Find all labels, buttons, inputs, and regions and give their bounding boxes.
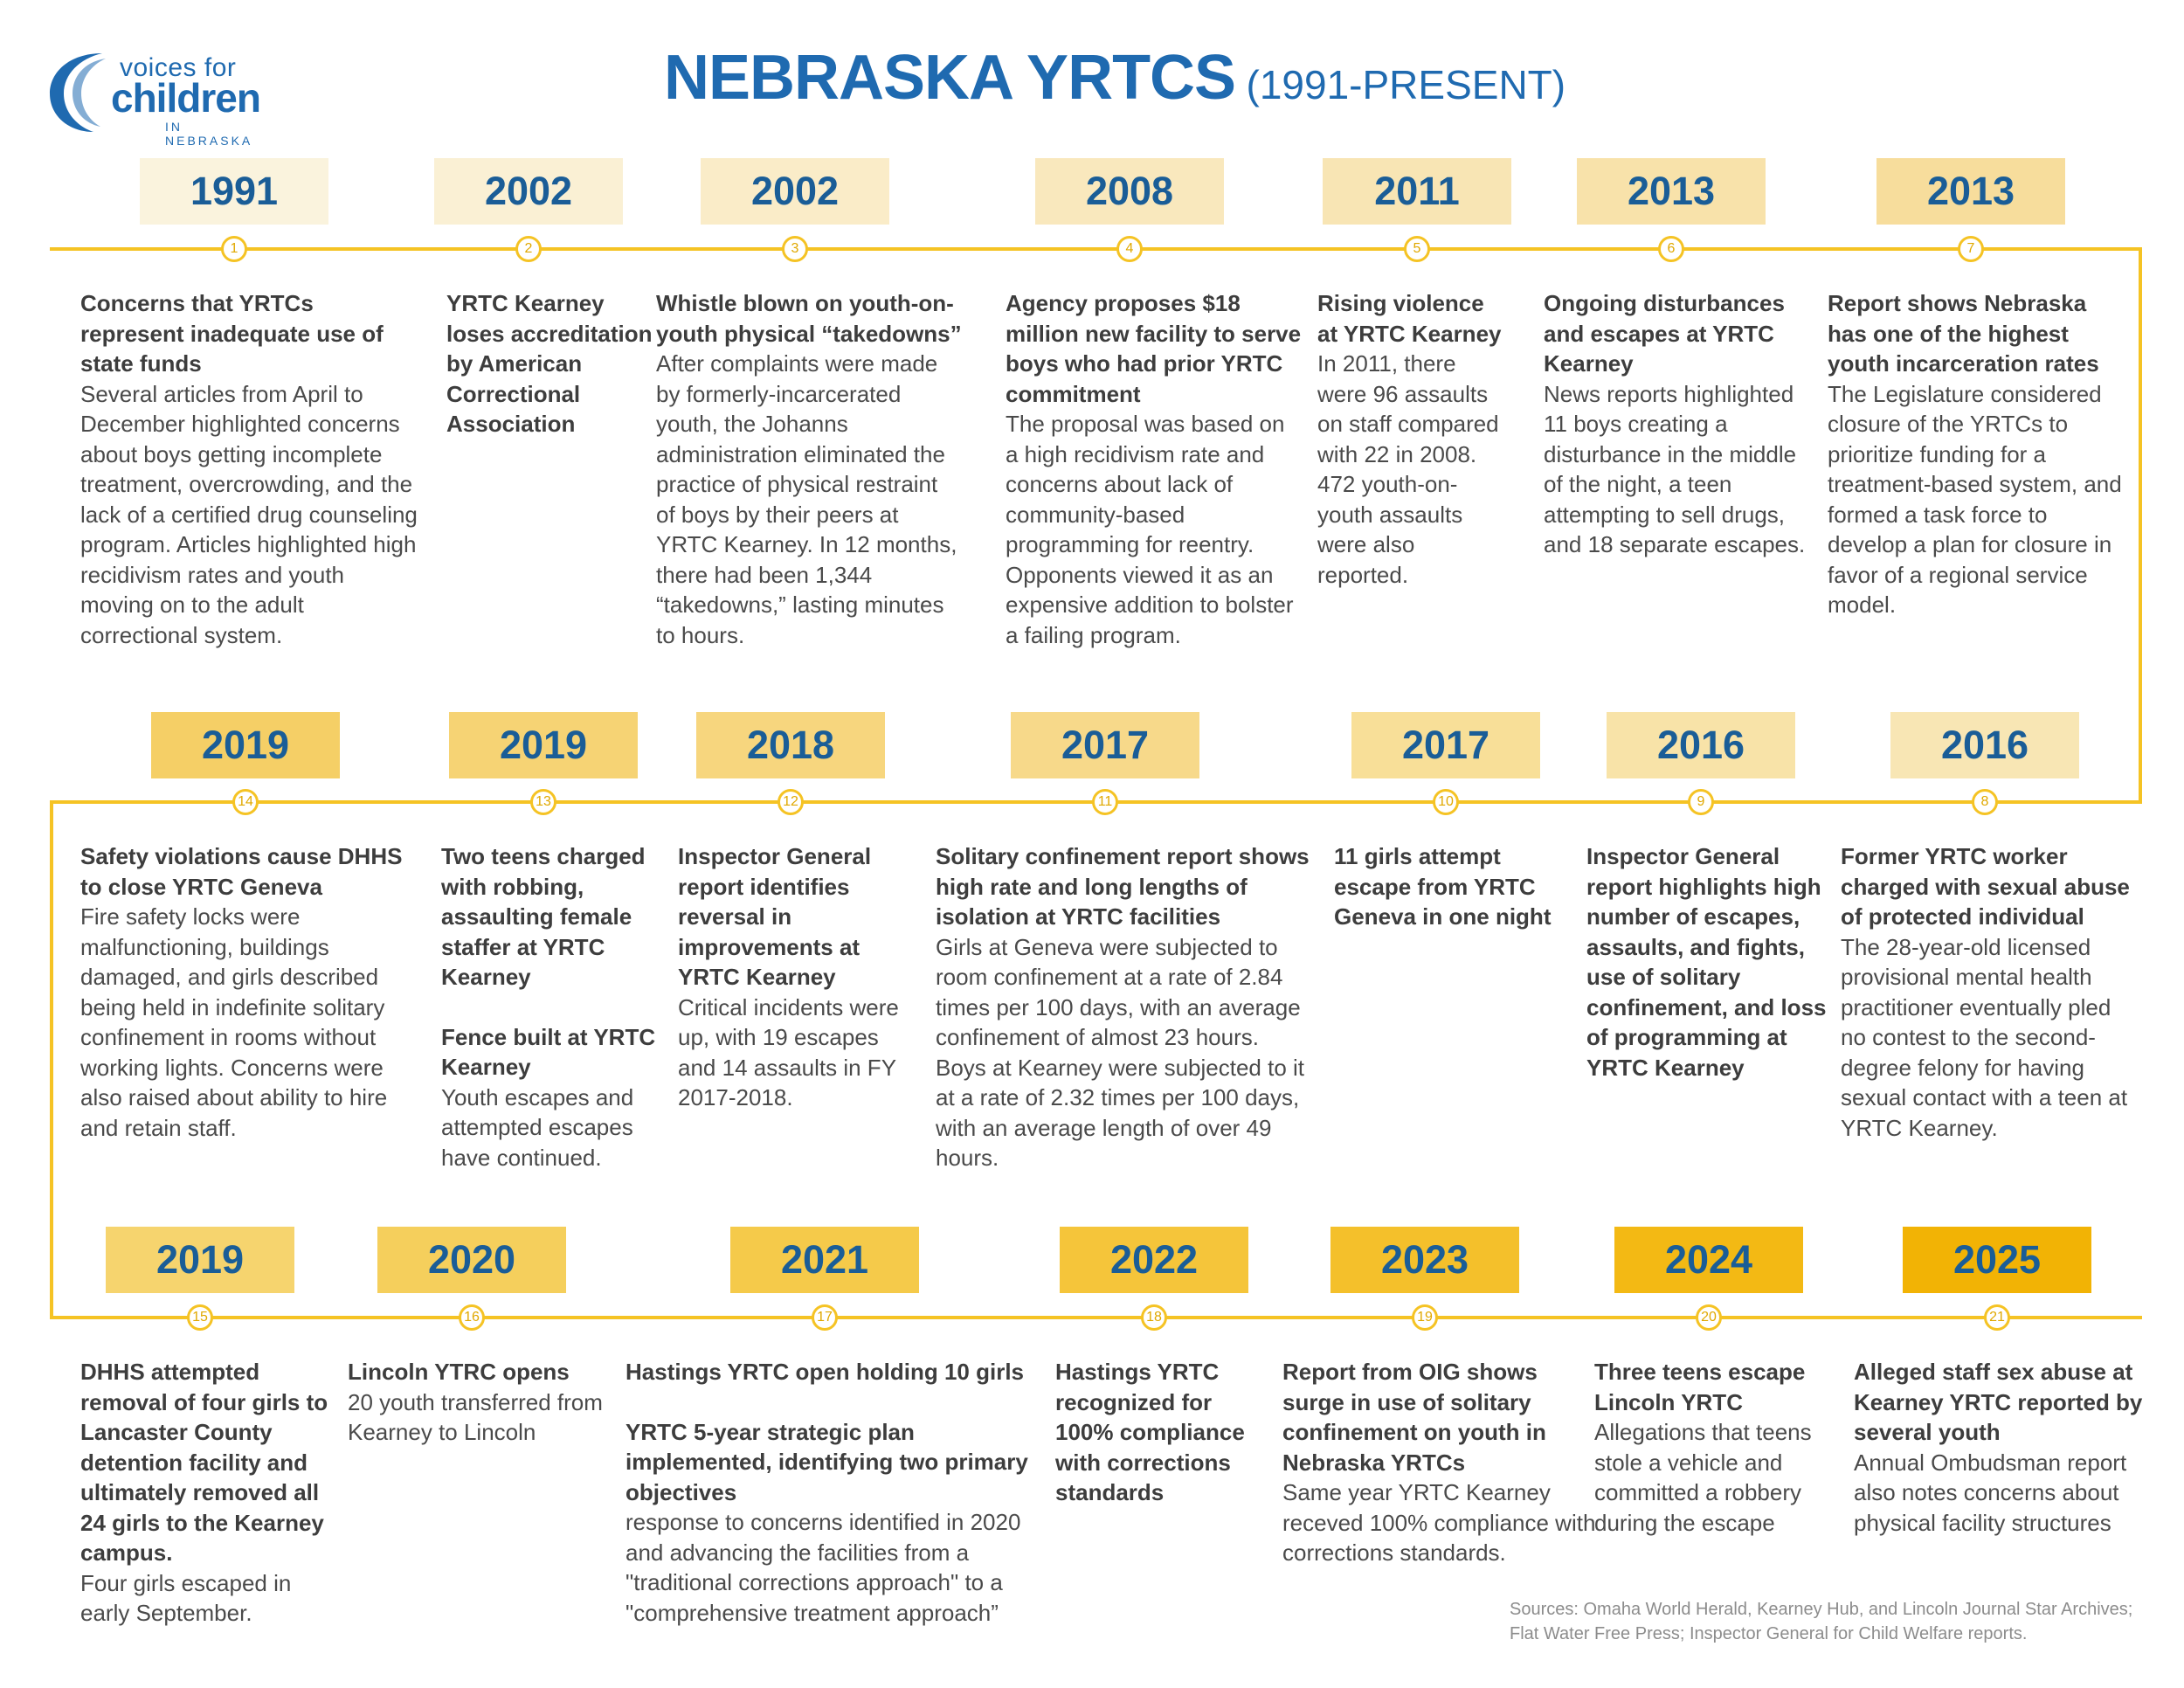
timeline-node: 10 [1433, 789, 1459, 815]
entry-heading: Two teens charged with robbing, assaulting female staffer at YRTC Kearney [441, 843, 646, 990]
entry-heading: Hastings YRTC recognized for 100% compliance with corrections standards [1055, 1359, 1245, 1505]
timeline-entry [446, 288, 656, 439]
entry-body: After complaints were made by formerly-incarcerated youth, the Johanns administration eliminated the practice of physical restraint of boys by their peers at YRTC Kearney. In 12 months, there had been 1,344 “takedowns,” lasting minutes to hours. [656, 350, 957, 648]
page-title [664, 42, 1565, 114]
timeline-entry [1594, 1357, 1848, 1538]
timeline-entry [441, 841, 660, 1173]
timeline-entry [1854, 1357, 2151, 1538]
entry-body: The proposal was based on a high recidivism rate and concerns about lack of community-based programming for reentry. Opponents viewed it as an expensive addition to bolster a failing program. [1006, 411, 1294, 648]
timeline-entry [80, 1357, 334, 1629]
entry-heading: Alleged staff sex abuse at Kearney YRTC reported by several youth [1854, 1359, 2143, 1445]
year-label: 2023 [1330, 1227, 1519, 1293]
year-label: 2013 [1577, 158, 1766, 225]
timeline-node: 2 [515, 236, 542, 262]
timeline-entry [1282, 1357, 1597, 1568]
timeline-node: 17 [812, 1304, 838, 1331]
entry-body-secondary: response to concerns identified in 2020 and advancing the facilities from a "traditional corrections approach" to a "comprehensive treatment approach” [625, 1509, 1021, 1626]
timeline-entry [678, 841, 905, 1113]
timeline-node: 1 [221, 236, 247, 262]
logo [48, 48, 260, 148]
timeline-entry [80, 288, 421, 650]
year-label: 2011 [1323, 158, 1511, 225]
entry-body: The Legislature considered closure of the YRTCs to prioritize funding for a treatment-based system, and formed a task force to develop a plan for closure in favor of a regional service model. [1828, 380, 2122, 618]
entry-heading: 11 girls attempt escape from YRTC Geneva in one night [1334, 843, 1552, 930]
entry-heading: DHHS attempted removal of four girls to Lancaster County detention facility and ultimately removed all 24 girls to the Kearney campus. [80, 1359, 328, 1566]
entry-body-secondary: Youth escapes and attempted escapes have continued. [441, 1083, 634, 1171]
timeline-node: 11 [1092, 789, 1118, 815]
entry-heading: Lincoln YTRC opens [348, 1359, 570, 1385]
sources-note: Sources: Omaha World Herald, Kearney Hub, and Lincoln Journal Star Archives; Flat Water Free Press; Inspector General for Child Welfare reports. [1510, 1600, 2133, 1643]
entry-heading: Report shows Nebraska has one of the highest youth incarceration rates [1828, 290, 2099, 377]
entry-heading: Report from OIG shows surge in use of solitary confinement on youth in Nebraska YRTCs [1282, 1359, 1546, 1476]
timeline-entry [1006, 288, 1303, 650]
timeline-entry [348, 1357, 610, 1448]
timeline-node: 8 [1972, 789, 1998, 815]
entry-body: Fire safety locks were malfunctioning, buildings damaged, and girls described being held in indefinite solitary confinement in rooms without working lights. Concerns were also raised about ability to hire and retain staff. [80, 903, 388, 1141]
entry-body: Four girls escaped in early September. [80, 1569, 292, 1626]
page-title-sub: (1991-PRESENT) [1246, 62, 1566, 107]
timeline-node: 18 [1141, 1304, 1167, 1331]
timeline-row-3-line [50, 1316, 2142, 1319]
entry-body: Annual Ombudsman report also notes concerns about physical facility structures [1854, 1449, 2127, 1536]
timeline-node: 12 [778, 789, 804, 815]
entry-heading: Three teens escape Lincoln YRTC [1594, 1359, 1806, 1415]
year-label: 2019 [151, 712, 340, 778]
entry-body: Same year YRTC Kearney receved 100% compliance with corrections standards. [1282, 1479, 1596, 1566]
timeline-entry [1828, 288, 2125, 620]
year-label: 2013 [1876, 158, 2065, 225]
entry-body: Girls at Geneva were subjected to room confinement at a rate of 2.84 times per 100 days, with an average confinement of almost 23 hours. Boys at Kearney were subjected to it at a rate of 2.32 times per 100 days, with an average length of over 49 hours. [936, 933, 1305, 1171]
timeline-entry [1544, 288, 1806, 560]
entry-heading: Whistle blown on youth-on-youth physical “takedowns” [656, 290, 962, 347]
timeline-node: 21 [1984, 1304, 2010, 1331]
timeline-node: 13 [530, 789, 556, 815]
year-label: 2022 [1060, 1227, 1248, 1293]
timeline-node: 16 [459, 1304, 485, 1331]
timeline-node: 6 [1658, 236, 1684, 262]
year-label: 2019 [449, 712, 638, 778]
entry-heading: Rising violence at YRTC Kearney [1317, 290, 1502, 347]
year-label: 2008 [1035, 158, 1224, 225]
logo-text-sub: IN NEBRASKA [165, 120, 253, 148]
entry-heading-secondary: YRTC 5-year strategic plan implemented, identifying two primary objectives [625, 1418, 1028, 1505]
timeline-node: 14 [232, 789, 259, 815]
entry-heading: Hastings YRTC open holding 10 girls [625, 1359, 1025, 1385]
entry-body: Allegations that teens stole a vehicle and committed a robbery during the escape [1594, 1419, 1812, 1536]
entry-heading: Inspector General report identifies reversal in improvements at YRTC Kearney [678, 843, 872, 990]
timeline-node: 19 [1412, 1304, 1438, 1331]
logo-text-main: children [111, 75, 260, 121]
year-label: 1991 [140, 158, 328, 225]
timeline-entry [936, 841, 1313, 1173]
timeline-node: 4 [1116, 236, 1143, 262]
entry-body: The 28-year-old licensed provisional mental health practitioner eventually pled no contest to the second-degree felony for having sexual contact with a teen at YRTC Kearney. [1841, 933, 2128, 1141]
entry-heading: Ongoing disturbances and escapes at YRTC Kearney [1544, 290, 1785, 377]
entry-body: Several articles from April to December highlighted concerns about boys getting incomplete treatment, overcrowding, and the lack of a certified drug counseling program. Articles highlighted high recidivism rates and youth moving on to the adult correctional system. [80, 380, 418, 648]
year-label: 2016 [1607, 712, 1795, 778]
timeline-node: 7 [1958, 236, 1984, 262]
timeline-node: 3 [782, 236, 808, 262]
timeline-entry [1317, 288, 1510, 590]
year-label: 2024 [1614, 1227, 1803, 1293]
timeline-node: 9 [1688, 789, 1714, 815]
timeline-entry [1841, 841, 2142, 1143]
year-label: 2017 [1011, 712, 1199, 778]
timeline-entry [1334, 841, 1574, 932]
timeline-entry [656, 288, 962, 650]
logo-text-top: voices for [120, 53, 237, 82]
year-label: 2018 [696, 712, 885, 778]
timeline-entry [625, 1357, 1036, 1628]
page-title-main: NEBRASKA YRTCS [664, 43, 1236, 113]
year-label: 2017 [1351, 712, 1540, 778]
entry-heading: Safety violations cause DHHS to close YRTC Geneva [80, 843, 403, 900]
year-label: 2019 [106, 1227, 294, 1293]
entry-body: In 2011, there were 96 assaults on staff compared with 22 in 2008. 472 youth-on-youth assaults were also reported. [1317, 350, 1499, 588]
timeline-right-connector [2139, 247, 2142, 804]
year-label: 2021 [730, 1227, 919, 1293]
year-label: 2016 [1890, 712, 2079, 778]
timeline-entry [1586, 841, 1840, 1083]
entry-heading: Concerns that YRTCs represent inadequate use of state funds [80, 290, 384, 377]
year-label: 2025 [1903, 1227, 2091, 1293]
entry-heading: Former YRTC worker charged with sexual abuse of protected individual [1841, 843, 2130, 930]
year-label: 2002 [434, 158, 623, 225]
timeline-entry [1055, 1357, 1265, 1508]
entry-heading: Solitary confinement report shows high rate and long lengths of isolation at YRTC facilities [936, 843, 1310, 930]
entry-heading: Inspector General report highlights high number of escapes, assaults, and fights, use of solitary confinement, and loss of programming at YRTC Kearney [1586, 843, 1827, 1081]
year-label: 2020 [377, 1227, 566, 1293]
entry-body: 20 youth transferred from Kearney to Lincoln [348, 1388, 603, 1445]
entry-body: News reports highlighted 11 boys creating a disturbance in the middle of the night, a teen attempting to sell drugs, and 18 separate escapes. [1544, 380, 1806, 557]
entry-heading: Agency proposes $18 million new facility to serve boys who had prior YRTC commitment [1006, 290, 1302, 407]
entry-heading-secondary: Fence built at YRTC Kearney [441, 1023, 656, 1080]
timeline-left-connector [50, 800, 53, 1319]
entry-heading: YRTC Kearney loses accreditation by American Correctional Association [446, 290, 653, 437]
timeline-entry [80, 841, 421, 1143]
year-label: 2002 [701, 158, 889, 225]
timeline-node: 5 [1404, 236, 1430, 262]
timeline-node: 20 [1696, 1304, 1722, 1331]
timeline-row-1-line [50, 247, 2142, 251]
timeline-node: 15 [187, 1304, 213, 1331]
entry-body: Critical incidents were up, with 19 escapes and 14 assaults in FY 2017-2018. [678, 993, 899, 1110]
